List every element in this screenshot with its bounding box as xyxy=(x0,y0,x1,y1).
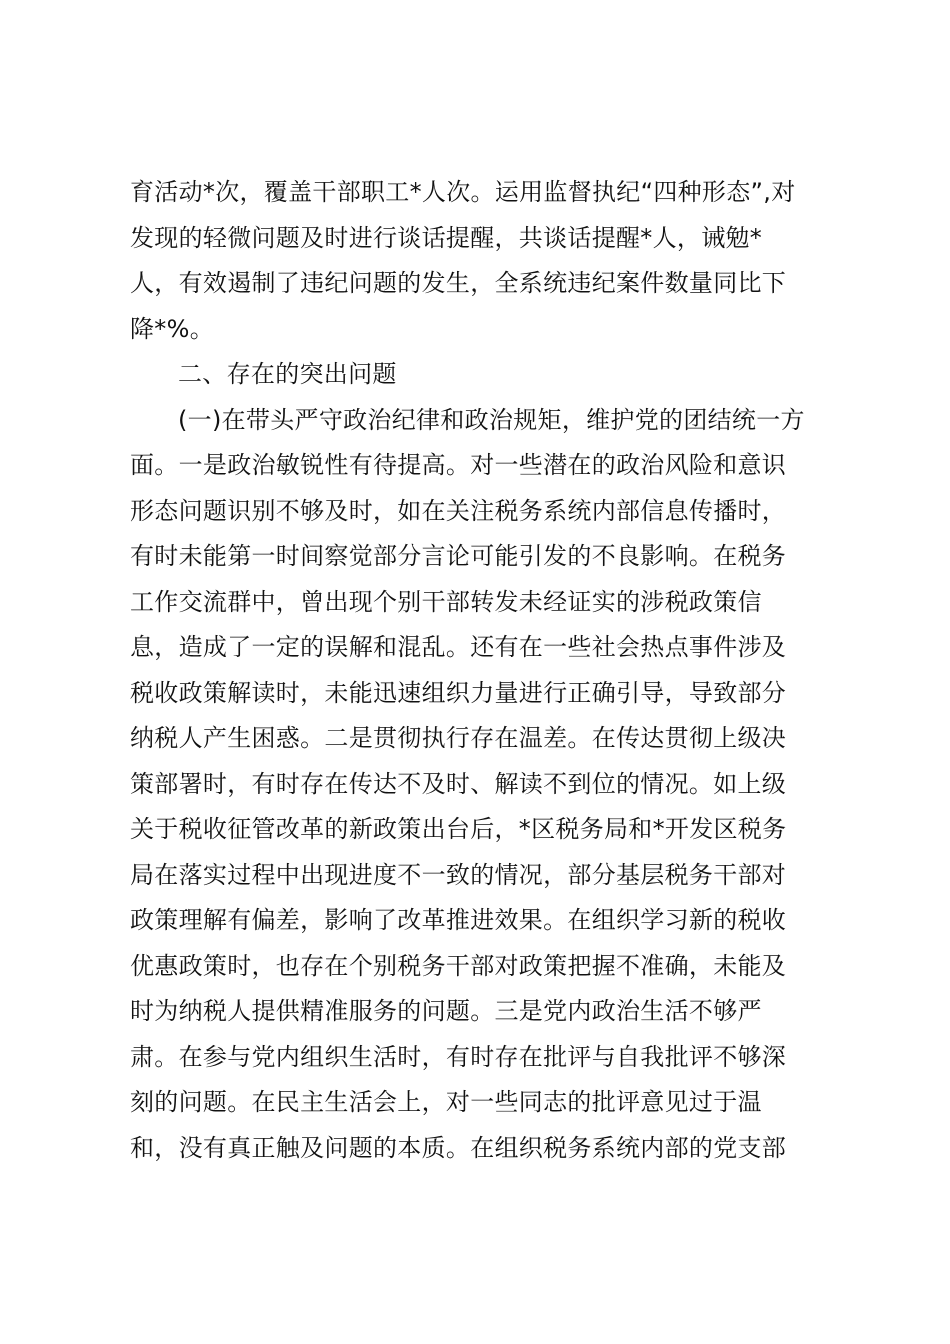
body-line: 人，有效遏制了违纪问题的发生，全系统违纪案件数量同比下 xyxy=(130,269,787,297)
body-line: 政策理解有偏差，影响了改革推进效果。在组织学习新的税收 xyxy=(130,906,787,934)
body-line: 税收政策解读时，未能迅速组织力量进行正确引导，导致部分 xyxy=(130,678,787,707)
body-line: 降*%。 xyxy=(130,314,215,343)
body-line: 刻的问题。在民主生活会上，对一些同志的批评意见过于温 xyxy=(130,1088,762,1116)
body-line: 和，没有真正触及问题的本质。在组织税务系统内部的党支部 xyxy=(130,1133,787,1162)
body-line: 策部署时，有时存在传达不及时、解读不到位的情况。如上级 xyxy=(130,769,787,798)
body-line: 工作交流群中，曾出现个别干部转发未经证实的涉税政策信 xyxy=(130,587,762,616)
body-line: 发现的轻微问题及时进行谈话提醒，共谈话提醒*人，诫勉* xyxy=(130,223,763,252)
paragraph-first-line: (一)在带头严守政治纪律和政治规矩，维护党的团结统一方 xyxy=(178,405,805,434)
body-line: 有时未能第一时间察觉部分言论可能引发的不良影响。在税务 xyxy=(130,542,787,570)
body-line: 面。一是政治敏锐性有待提高。对一些潜在的政治风险和意识 xyxy=(130,451,787,479)
section-heading: 二、存在的突出问题 xyxy=(178,360,397,388)
body-line: 关于税收征管改革的新政策出台后，*区税务局和*开发区税务 xyxy=(130,815,787,843)
document-body xyxy=(130,170,830,1171)
body-line: 局在落实过程中出现进度不一致的情况，部分基层税务干部对 xyxy=(130,860,787,889)
body-line: 息，造成了一定的误解和混乱。还有在一些社会热点事件涉及 xyxy=(130,633,787,661)
body-line: 肃。在参与党内组织生活时，有时存在批评与自我批评不够深 xyxy=(130,1042,787,1071)
body-line: 育活动*次，覆盖干部职工*人次。运用监督执纪“四种形态”,对 xyxy=(130,178,796,206)
body-line: 时为纳税人提供精准服务的问题。三是党内政治生活不够严 xyxy=(130,997,762,1025)
body-line: 形态问题识别不够及时，如在关注税务系统内部信息传播时， xyxy=(130,496,787,525)
body-line: 纳税人产生困惑。二是贯彻执行存在温差。在传达贯彻上级决 xyxy=(130,724,787,752)
body-line: 优惠政策时，也存在个别税务干部对政策把握不准确，未能及 xyxy=(130,951,787,980)
